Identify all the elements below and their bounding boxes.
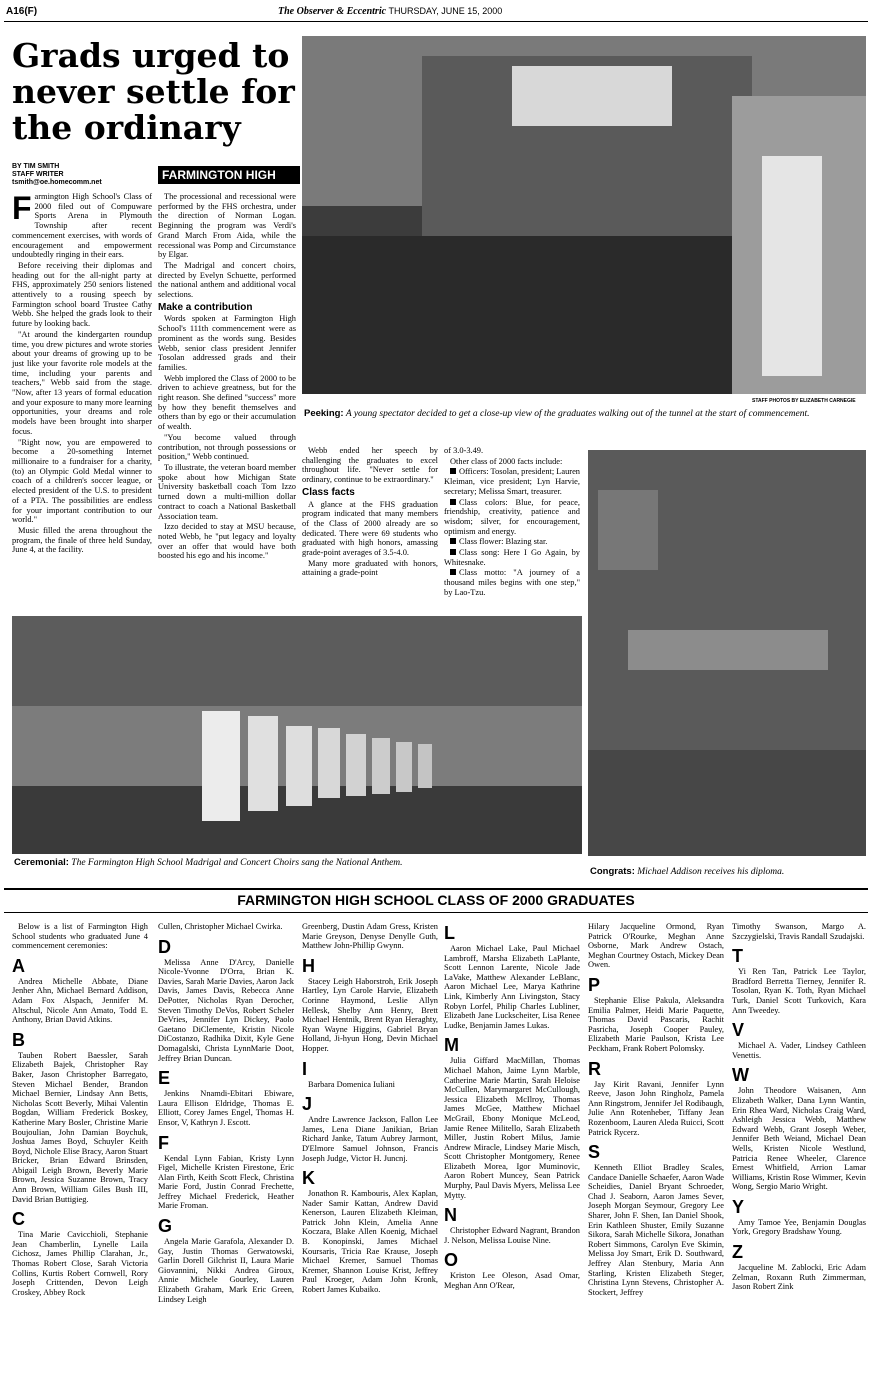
fact-item	[444, 467, 580, 496]
letter-heading: B	[12, 1029, 25, 1050]
letter-heading: L	[444, 923, 455, 943]
letter-heading: W	[732, 1065, 749, 1086]
headline-line-1: Grads urged to	[12, 36, 290, 75]
headline	[12, 38, 302, 146]
graduates-column-6	[732, 922, 866, 1292]
caption-ceremonial	[14, 857, 582, 869]
photo-ceremonial-image	[12, 616, 582, 854]
story-paragraph: Music filled the arena throughout the program, the finale of three held Sunday, June 4, at the facility.	[12, 525, 152, 555]
names-paragraph: Barbara Domenica Iuliani	[308, 1079, 395, 1089]
letter-heading: I	[302, 1058, 308, 1079]
names-paragraph: Angela Marie Garafola, Alexander D. Gay, Justin Thomas Gerwatowski, Garlin Dorell Gilchrist II, Laura Marie Giovannini, Nikki Andrea Giroux, Annie Michele Gourley, Lauren Elizabeth Graham, Mark Eric Green, Lindsey Leigh	[158, 1237, 294, 1304]
bullet-icon	[450, 569, 456, 575]
fact-item	[444, 568, 580, 597]
story-paragraph: "At around the kindergarten roundup time, you drew pictures and wrote stories about your dreams of growing up to be just like your favorite role models at the time, including your parents and teachers," Webb said from the stage. "Now, after 13 years of formal education and your exposure to many more learning opportunities, your dreams and role models have been brought into sharper focus.	[12, 329, 153, 436]
photo-credit: STAFF PHOTOS BY ELIZABETH CARNEGIE	[752, 398, 856, 404]
caption-label: Ceremonial:	[14, 857, 69, 868]
caption-peeking	[304, 408, 866, 420]
photo-peeking	[302, 36, 866, 394]
names-paragraph: Andrea Michelle Abbate, Diane Jenher Ahn, Michael Bernard Addison, Adam Fox Alspach, Jennifer M. Altschul, Nicole Ann Amato, Todd E. Anthony, Brian David Atkins.	[12, 976, 148, 1025]
bullet-icon	[450, 499, 456, 505]
page-folio: A16(F)	[6, 6, 38, 17]
story-paragraph: The processional and recessional were performed by the FHS orchestra, under the direction of Norman Logan. Beginning the program was Verdi's Grand March From Aida, while the recessional was Pomp and Circumstance by Elgar.	[158, 192, 296, 260]
letter-heading: G	[158, 1216, 173, 1237]
names-paragraph: Jonathon R. Kambouris, Alex Kaplan, Nader Samir Kattan, Andrew David Kenerson, Lauren Elizabeth Kleiman, Patrick John Klein, Amelia Anne Koczara, Blake Allen Koenig, Michael B. Konopinski, James Michael Koursaris, Tricia Rae Krause, Joseph Michael Kremer, Samuel Thomas Kremer, Shannon Louise Krist, Jeffrey Paul Kroeger, Adam John Kronk, Robert James Kubaiko.	[302, 1189, 438, 1295]
story-column-2	[158, 192, 296, 562]
names-paragraph: Julia Giffard MacMillan, Thomas Michael Mahon, Jaime Lynn Marble, Catherine Marie Martin, Sarah Heloise McCullen, Marymargaret McCullough, Jessica Elizabeth McIlroy, Thomas James McGee, Matthew Michael McGrail, Ebony Monique McLeod, Jamie Renee Militello, Sarah Elizabeth Miller, Justin Robert Milus, Jamie Andrew Miracle, Lindsey Marie Misch, Scott Christopher Montgomery, Renee Elizabeth Morea, Igor Muminovic, Aaron Robert Muncey, Sean Patrick Murphy, Paul Davis Myers, Melissa Lee Mytty.	[444, 1056, 580, 1200]
story-paragraph: To illustrate, the veteran board member spoke about how Michigan State University basketball coach Tom Izzo turned down a multi-million dollar contract to coach a National Basketball Association team.	[158, 462, 296, 521]
story-paragraph	[12, 192, 152, 260]
letter-heading: O	[444, 1250, 459, 1271]
letter-heading: Y	[732, 1196, 745, 1217]
letter-heading: A	[12, 955, 25, 976]
byline	[12, 163, 152, 187]
masthead-date: THURSDAY, JUNE 15, 2000	[388, 6, 503, 16]
banner-rule-top	[4, 888, 868, 890]
headline-line-2: never settle for	[12, 72, 295, 111]
graduates-column-5	[588, 922, 724, 1297]
names-paragraph: Stephanie Elise Pakula, Aleksandra Emilia Palmer, Heidi Marie Paquette, Thomas David Pascaris, Rachit Pasricha, Joseph Cooper Pauley, Elizabeth Marie Paulson, Krista Lee Peckham, Frank Robert Polomsky.	[588, 995, 724, 1053]
story-paragraph: Webb implored the Class of 2000 to be driven to achieve greatness, but for the right reason. She defined "success" more by how they benefit themselves and others than by ego or their accumulation of wealth.	[158, 373, 296, 432]
letter-heading: S	[588, 1142, 601, 1163]
story-paragraph: A glance at the FHS graduation program indicated that many members of the Class of 2000 already are so dedicated. There were 69 students who graduated with high honors, amassing grade-point averages of 3.5-4.0.	[302, 499, 438, 558]
names-paragraph: Hilary Jacqueline Ormond, Ryan Patrick O'Rourke, Meghan Anne Osborne, Mark Andrew Ostach, Meghan Courtney Ostach, Mickey Dean Owen.	[588, 922, 724, 970]
letter-heading: N	[444, 1205, 457, 1226]
story-paragraph: The Madrigal and concert choirs, directed by Evelyn Schuette, performed the national anthem and additional vocal selections.	[158, 260, 296, 300]
names-paragraph: Stacey Leigh Haborstroh, Erik Joseph Hartley, Lyn Carole Harvie, Elizabeth Corinne Haymond, Leslie Allyn Hellesk, Shelby Ann Henry, Brett Michael Hentnik, Brent Ryan Heraghty, Ryan Wayne Higgins, Gabriel Bryan Holland, Ji-hyun Hong, Devin Michael Hopper.	[302, 976, 438, 1053]
byline-name: BY TIM SMITH	[12, 163, 60, 170]
fact-text: Class motto: "A journey of a thousand miles begins with one step," by Lao-Tzu.	[444, 568, 580, 597]
story-paragraph: Many more graduated with honors, attaining a grade-point	[302, 558, 438, 578]
subhead-make-a-contribution: Make a contribution	[158, 301, 253, 313]
graduates-banner: FARMINGTON HIGH SCHOOL CLASS OF 2000 GRADUATES	[237, 892, 635, 908]
byline-email: tsmith@oe.homecomm.net	[12, 179, 102, 186]
story-paragraph: Other class of 2000 facts include:	[450, 456, 563, 466]
letter-heading: E	[158, 1068, 171, 1089]
masthead	[278, 6, 502, 17]
caption-congrats	[590, 866, 866, 878]
names-paragraph: Melissa Anne D'Arcy, Danielle Nicole-Yvonne D'Orra, Brian K. Davies, Sarah Marie Davies, Aaron Jack Davis, James Davis, Rebecca Anne DePotter, Nicholas Ryan Derocher, Steven Timothy DeVos, Robert Scheler DeVries, Jennifer Lyn Dickey, Paolo Gaetano DiClemente, Kristin Nicole DiCostanzo, Radhika Dixit, Kyle Gene Domagalski, Christa LynnMarie Doot, Jeffrey Brian Duncan.	[158, 957, 294, 1063]
photo-ceremonial	[12, 616, 582, 854]
names-paragraph: Timothy Swanson, Margo A. Szczygielski, Travis Randall Szudajski.	[732, 922, 866, 941]
story-paragraph: "You become valued through contribution, not through possessions or position," Webb continued.	[158, 432, 296, 462]
names-paragraph: Christopher Edward Nagrant, Brandon J. Nelson, Melissa Louise Nine.	[444, 1226, 580, 1245]
caption-text: A young spectator decided to get a close-up view of the graduates walking out of the tunnel at the start of commencement.	[345, 409, 810, 419]
fact-item	[444, 548, 580, 567]
letter-heading: F	[158, 1132, 169, 1153]
fact-text: Officers: Tosolan, president; Lauren Kleiman, vice president; Lyn Harvie, secretary; Melissa Smart, treasurer.	[444, 467, 580, 496]
story-paragraph: Webb ended her speech by challenging the graduates to excel throughout life. "Never settle for ordinary, continue to be extraordinary."	[302, 446, 438, 485]
photo-congrats	[588, 450, 866, 856]
story-paragraph: of 3.0-3.49.	[444, 446, 484, 455]
story-column-3	[302, 446, 438, 579]
drop-cap: F	[12, 190, 32, 226]
letter-heading: H	[302, 955, 315, 976]
paragraph-text: armington High School's Class of 2000 filed out of Compuware Sports Arena in Plymouth Township after recent commencement exercises, with words of encouragement and empowerment undoubtedly ringing in their ears.	[12, 192, 152, 260]
section-kicker: FARMINGTON HIGH	[158, 166, 300, 184]
graduates-column-2	[158, 922, 294, 1304]
names-paragraph: Cullen, Christopher Michael Cwirka.	[158, 922, 283, 931]
letter-heading: D	[158, 936, 171, 957]
letter-heading: R	[588, 1058, 601, 1079]
graduates-column-3	[302, 922, 438, 1295]
bullet-icon	[450, 549, 456, 555]
names-paragraph: John Theodore Waisanen, Ann Elizabeth Walker, Dana Lynn Wantin, Erin Rhea Ward, Nicholas Craig Ward, Ashleigh Jessica Webb, Matthew Edward Webb, Grant Joseph Weber, Jennifer Beth Weiand, Michael Dean Wells, Kristen Nicole Westlund, Patricia Renee Wheeler, Clarence Ernest Whitfield, Arrion Lamar Williams, Kristin Rose Wimmer, Kevin Wong, Sergio Mario Wright.	[732, 1086, 866, 1192]
list-intro: Below is a list of Farmington High School students who graduated June 4 commencement ceremonies:	[12, 922, 148, 951]
headline-line-3: the ordinary	[12, 108, 241, 147]
bullet-icon	[450, 468, 456, 474]
names-paragraph: Aaron Michael Lake, Paul Michael Lambroff, Marsha Elizabeth LaPlante, Scott Lennon Larente, Nicole Jade LaVake, Matthew Alexander LeBlanc, Aaron Michael Lee, Marya Kathrine Link, Kimberly Ann Livingston, Stacy Robyn Lorfel, Philip Charles Lubliner, Elizabeth Jane Luckscheiter, Lisa Renee Ludke, Benjamin James Lukas.	[444, 944, 580, 1030]
fact-text: Class colors: Blue, for peace, friendship, creativity, patience and wisdom; silver, for encouragement, optimism and energy.	[444, 497, 580, 536]
names-paragraph: Tauben Robert Baessler, Sarah Elizabeth Bajek, Christopher Ray Baker, Jason Christopher Barregato, Steven Michael Bender, Brandon Michael Bernier, Lindsay Ann Betts, Nicholas Scott Beverly, Mihai Valentin Bogdan, William Frederick Boskey, Katherine Mary Bosler, Christine Marie Boujoulian, John Damian Boychuk, Joshua James Boyd, Schuyler Keith Boyd, Nichole Elise Bracy, Aaron Stuart Bricker, Brian Edward Brinsden, Abigail Leigh Brown, Beverly Marie Brown, Jessica Suzanne Brown, Tracy Ann Brown, William Giles Bush III, David Brian Buttigieg.	[12, 1050, 148, 1204]
story-paragraph: "Right now, you are empowered to become a 20-something Internet millionaire to a fundraiser for a charity, (to) an Olympic Gold Medal winner to coach of a children's soccer league, or elected president of the U.S. to president of a PTA. The possibilities are endless for your important contribution to our world."	[12, 437, 152, 525]
story-column-1	[12, 192, 152, 556]
graduates-column-4	[444, 922, 580, 1291]
story-paragraph: Before receiving their diplomas and heading out for the all-night party at FHS, approximately 250 seniors listened attentively to a rousing speech by Farmington school board Trustee Cathy Webb. She helped the grads look to their future by looking back.	[12, 260, 152, 329]
banner-rule-bottom	[4, 912, 868, 913]
caption-label: Congrats:	[590, 866, 635, 877]
names-paragraph: Jenkins Nnamdi-Ebitari Ebiware, Laura Ellison Eldridge, Thomas E. Elliott, Corey James Engel, Thomas H. Ensor, V, Kathryn J. Escott.	[158, 1089, 294, 1127]
caption-text: The Farmington High School Madrigal and Concert Choirs sang the National Anthem.	[71, 858, 403, 868]
names-paragraph: Kriston Lee Oleson, Asad Omar, Meghan Ann O'Rear,	[444, 1271, 580, 1291]
story-column-4	[444, 446, 580, 599]
fact-item	[444, 537, 580, 547]
names-paragraph: Jay Kirit Ravani, Jennifer Lynn Reeve, Jason John Ringholz, Pamela Ann Ringstrom, Jennifer Jel Rodibaugh, Julie Ann Rotenheber, Tiffany Jean Rozenboom, Lauren Aleda Ruicci, Scott Patrick Rycerz.	[588, 1079, 724, 1137]
masthead-title: The Observer & Eccentric	[278, 6, 387, 17]
letter-heading: T	[732, 946, 743, 967]
caption-text: Michael Addison receives his diploma.	[637, 867, 785, 877]
names-paragraph: Kenneth Elliot Bradley Scales, Candace Danielle Schaefer, Aaron Wade Scheidies, Daniel Bryant Schroeder, Chad J. Seaborn, Aaron James Sever, Joseph Morgan Seymour, Gregory Lee Sharer, John F. Shen, Ian Daniel Shook, Erin Kathleen Shuster, Emily Suzanne Sikora, Sarah Michelle Sikora, Jonathan Robert Simmons, Carolyn Eve Skimin, Melissa Joy Smart, Erik D. Southward, Jeffrey Alan Stenbury, Maria Ann Starling, Kristen Elizabeth Steger, Christina Lynn Stevens, Christopher A. Stockert, Jeffrey	[588, 1163, 724, 1297]
names-paragraph: Yi Ren Tan, Patrick Lee Taylor, Bradford Berretta Tierney, Jennifer R. Tosolan, Ryan K. Toth, Ryan Michael Turk, Daniel Scott Turkovich, Kara Ann Tweedey.	[732, 967, 866, 1015]
graduates-column-1	[12, 922, 148, 1297]
letter-heading: P	[588, 974, 601, 995]
subhead-class-facts: Class facts	[302, 486, 355, 498]
byline-title: STAFF WRITER	[12, 171, 64, 178]
fact-text: Class flower: Blazing star.	[459, 537, 548, 547]
letter-heading: Z	[732, 1242, 743, 1263]
names-paragraph: Jacqueline M. Zablocki, Eric Adam Zelman, Roxann Ruth Zimmerman, Jason Robert Zink	[732, 1263, 866, 1292]
story-paragraph: Words spoken at Farmington High School's 111th commencement were as prominent as the words sung. Besides Webb, senior class president Jennifer Tosolan addressed grads and their families.	[158, 314, 296, 372]
letter-heading: K	[302, 1168, 315, 1189]
fact-item	[444, 498, 580, 537]
names-paragraph: Amy Tamoe Yee, Benjamin Douglas York, Gregory Bradshaw Young.	[732, 1217, 866, 1237]
header-rule	[4, 21, 868, 22]
letter-heading: M	[444, 1035, 459, 1056]
letter-heading: C	[12, 1209, 25, 1230]
story-paragraph: Izzo decided to stay at MSU because, noted Webb, he "put legacy and loyalty over an offer that would have both boosted his ego and his income."	[158, 522, 296, 561]
bullet-icon	[450, 538, 456, 544]
names-paragraph: Tina Marie Cavicchioli, Stephanie Jean Chamberlin, Lynelle Laila Cichosz, James Phillip Clarahan, Jr., Thomas Robert Close, Sarah Victoria Collins, Kurtis Robert Cornwell, Rory Joseph Crittenden, Devon Leigh Croskey, Abbey Rock	[12, 1230, 148, 1297]
photo-congrats-image	[588, 450, 866, 856]
names-paragraph: Andre Lawrence Jackson, Fallon Lee James, Lena Diane Janikian, Brian Richard Janke, Tatum Aubrey Jarmont, D'Elmore Samuel Johnson, Francis Joseph Judge, Victor H. Juncnj.	[302, 1115, 438, 1163]
letter-heading: J	[302, 1094, 313, 1115]
caption-label: Peeking:	[304, 408, 344, 419]
names-paragraph: Michael A. Vader, Lindsey Cathleen Venettis.	[732, 1041, 866, 1060]
names-paragraph: Kendal Lynn Fabian, Kristy Lynn Figel, Michelle Kristen Firestone, Eric Alan Firth, Keith Scott Fleck, Christina Marie Ford, Justin Conrad Frechette, Jeffrey Michael Frederick, Heather Marie Froman.	[158, 1153, 294, 1211]
letter-heading: V	[732, 1020, 745, 1041]
fact-text: Class song: Here I Go Again, by Whitesnake.	[444, 548, 580, 567]
names-paragraph: Greenberg, Dustin Adam Gress, Kristen Marie Greyson, Denyse Denylle Guth, Matthew John-Phillip Gwynn.	[302, 922, 438, 951]
photo-peeking-image	[302, 36, 866, 394]
